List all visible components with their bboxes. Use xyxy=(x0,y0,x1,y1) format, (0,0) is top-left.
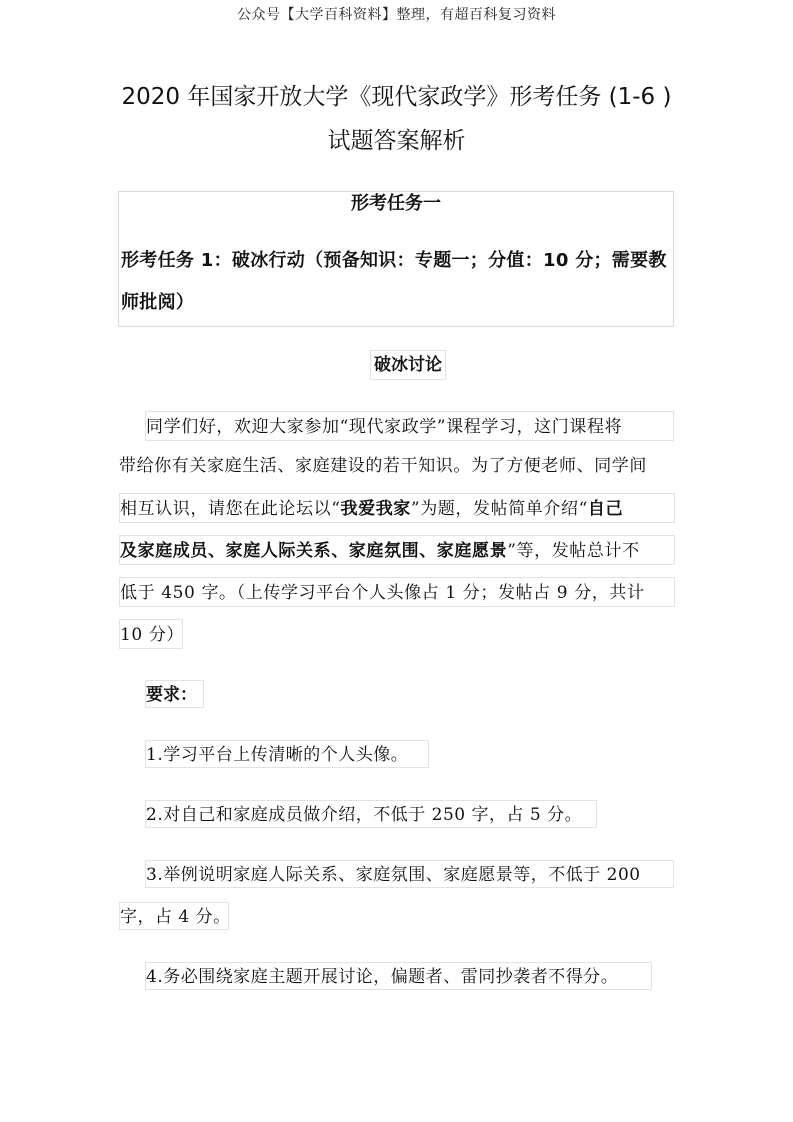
document-title: 2020 年国家开放大学《现代家政学》形考任务 (1-6 ) xyxy=(121,84,672,110)
intro-text: 相互认识，请您在此论坛以“ xyxy=(120,499,341,519)
requirement-item: 4.务必围绕家庭主题开展讨论，偏题者、雷同抄袭者不得分。 xyxy=(145,962,652,990)
intro-text: ”为题，发帖简单介绍“ xyxy=(410,499,588,519)
header-note: 公众号【大学百科资料】整理，有超百科复习资料 xyxy=(237,7,556,23)
requirement-item: 字，占 4 分。 xyxy=(119,902,229,930)
requirement-item: 2.对自己和家庭成员做介绍，不低于 250 字，占 5 分。 xyxy=(145,800,597,828)
intro-paragraph-line: 带给你有关家庭生活、家庭建设的若干知识。为了方便老师、同学间 xyxy=(119,456,647,476)
requirement-item: 3.举例说明家庭人际关系、家庭氛围、家庭愿景等，不低于 200 xyxy=(145,860,674,888)
intro-paragraph-line xyxy=(119,535,675,565)
intro-paragraph-line: 低于 450 字。（上传学习平台个人头像占 1 分；发帖占 9 分，共计 xyxy=(119,577,675,607)
intro-paragraph-line: 10 分） xyxy=(119,619,183,649)
intro-emphasis: 我爱我家 xyxy=(340,499,411,519)
intro-text: ”等，发帖总计不 xyxy=(507,541,640,561)
intro-paragraph-line xyxy=(119,493,675,523)
task-heading: 形考任务一 xyxy=(351,193,441,214)
intro-emphasis: 及家庭成员、家庭人际关系、家庭氛围、家庭愿景 xyxy=(120,541,508,561)
intro-emphasis: 自己 xyxy=(587,499,624,519)
requirement-item: 1.学习平台上传清晰的个人头像。 xyxy=(145,740,429,768)
section-heading: 破冰讨论 xyxy=(370,350,446,380)
requirements-heading: 要求： xyxy=(145,680,204,708)
document-subtitle: 试题答案解析 xyxy=(327,128,466,154)
intro-paragraph-line: 同学们好，欢迎大家参加“现代家政学”课程学习，这门课程将 xyxy=(145,411,674,441)
task-description: 形考任务 1：破冰行动（预备知识：专题一；分值：10 分；需要教师批阅） xyxy=(121,250,667,313)
